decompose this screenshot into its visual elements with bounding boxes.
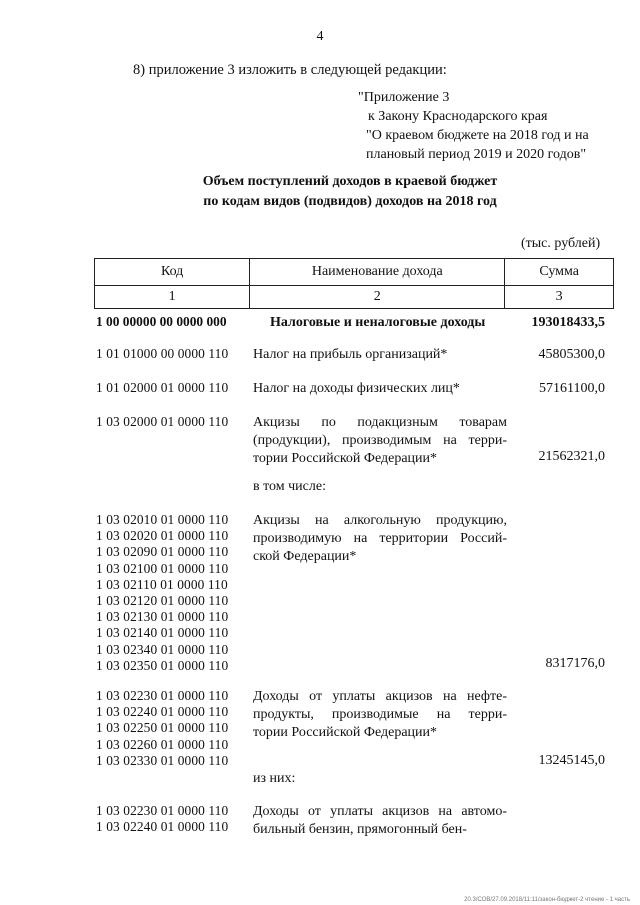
income-code: 1 01 02000 01 0000 110 [96, 380, 229, 395]
column-number-sum: 3 [505, 286, 614, 309]
title-line: Объем поступлений доходов в краевой бюджет [202, 174, 498, 189]
unit-label: (тыс. рублей) [521, 236, 601, 251]
row-codes [96, 688, 248, 769]
column-header-name: Наименование дохода [250, 259, 505, 286]
income-name: Акцизы на алкогольную продукцию, производимую на территории Россий- ской Федерации* [253, 513, 507, 564]
income-code: 1 03 02240 01 0000 110 [96, 819, 229, 835]
income-code: 1 03 02090 01 0000 110 [96, 544, 229, 560]
income-code: 1 03 02330 01 0000 110 [96, 752, 229, 768]
income-code: 1 03 02260 01 0000 110 [96, 736, 229, 752]
income-name: Акцизы по подакцизным товарам (продукции), производимым на терри- тории Российской Федерации* [253, 415, 507, 466]
row-codes [96, 314, 248, 330]
column-header-code: Код [95, 259, 250, 286]
income-code: 1 03 02120 01 0000 110 [96, 593, 229, 609]
income-code: 1 03 02110 01 0000 110 [96, 576, 228, 592]
title-line: по кодам видов (подвидов) доходов на 2018 год [203, 194, 497, 209]
column-number-name: 2 [250, 286, 505, 309]
row-codes [96, 803, 248, 835]
row-codes [96, 380, 248, 396]
appendix-line: плановый период 2019 и 2020 годов" [366, 147, 587, 162]
income-code: 1 00 00000 00 0000 000 [96, 314, 227, 329]
column-header-sum: Сумма [505, 259, 614, 286]
income-code: 1 03 02010 01 0000 110 [96, 512, 229, 527]
income-code: 1 03 02250 01 0000 110 [96, 720, 229, 736]
income-sum: 57161100,0 [539, 381, 605, 396]
income-code: 1 03 02340 01 0000 110 [96, 641, 229, 657]
income-code: 1 03 02100 01 0000 110 [96, 560, 229, 576]
footer-file-stamp: 20.3/СОВ/27.09.2018/11:11/закон-бюджет-2 чтение - 1 часть [464, 897, 630, 903]
income-code: 1 03 02240 01 0000 110 [96, 704, 229, 720]
income-name: из них: [253, 771, 296, 786]
income-name: Налоговые и неналоговые доходы [270, 315, 486, 330]
row-codes [96, 512, 248, 674]
income-sum: 45805300,0 [538, 347, 605, 362]
income-sum: 13245145,0 [538, 753, 605, 768]
income-sum: 8317176,0 [545, 656, 605, 671]
income-sum: 193018433,5 [531, 315, 605, 330]
income-sum: 21562321,0 [538, 449, 605, 464]
income-code: 1 03 02130 01 0000 110 [96, 609, 229, 625]
appendix-line: к Закону Краснодарского края [368, 109, 548, 124]
income-code: 1 03 02020 01 0000 110 [96, 528, 229, 544]
income-name: в том числе: [253, 479, 326, 494]
amendment-intro: 8) приложение 3 изложить в следующей редакции: [133, 62, 447, 78]
income-code: 1 03 02000 01 0000 110 [96, 414, 229, 429]
income-code: 1 03 02350 01 0000 110 [96, 657, 229, 673]
appendix-line: "О краевом бюджете на 2018 год и на [366, 128, 589, 143]
income-code: 1 03 02230 01 0000 110 [96, 803, 229, 818]
column-number-code: 1 [95, 286, 250, 309]
row-codes [96, 346, 248, 362]
income-name: Доходы от уплаты акцизов на автомо- бильный бензин, прямогонный бен- [253, 804, 507, 837]
income-name: Налог на доходы физических лиц* [253, 381, 460, 396]
income-code: 1 01 01000 00 0000 110 [96, 346, 229, 361]
income-name: Доходы от уплаты акцизов на нефте- продукты, производимые на терри- тории Российской Федерации* [253, 689, 507, 740]
row-codes [96, 414, 248, 430]
income-name: Налог на прибыль организаций* [253, 347, 448, 362]
income-code: 1 03 02230 01 0000 110 [96, 688, 229, 703]
page-number: 4 [316, 29, 324, 44]
appendix-line: "Приложение 3 [358, 90, 450, 105]
income-code: 1 03 02140 01 0000 110 [96, 625, 229, 641]
